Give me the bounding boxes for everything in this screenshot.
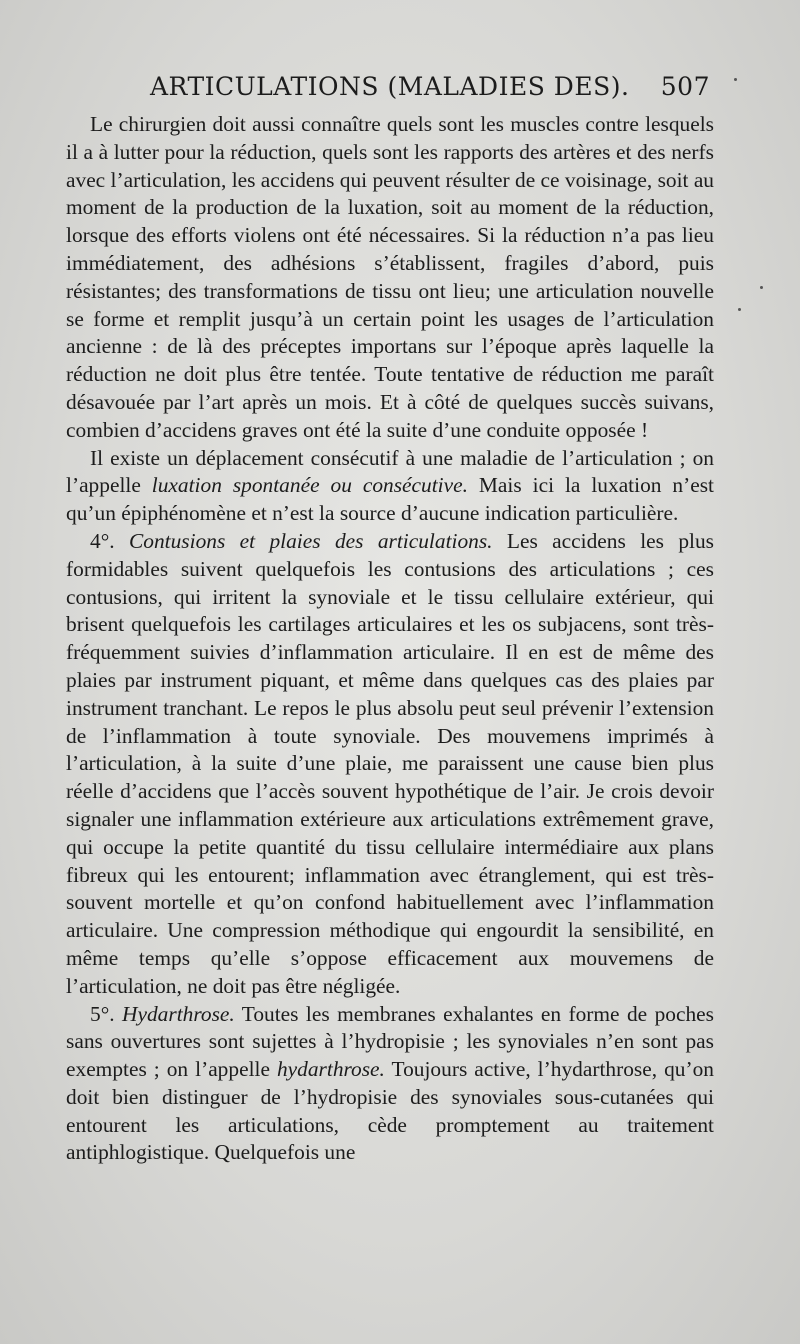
section-number: 4°. bbox=[90, 528, 115, 553]
page-body bbox=[66, 111, 714, 1167]
section-number: 5°. bbox=[90, 1001, 115, 1026]
paragraph-text: Il existe un déplacement consécutif à une maladie de l’articulation ; on l’appelle bbox=[66, 445, 714, 498]
paragraph-contusions bbox=[66, 528, 714, 1001]
paragraph-text: Le chirurgien doit aussi connaître quels sont les muscles contre lesquels il a à lutter pour la réduction, quels sont les rapports des artères et des nerfs avec l’articulation, les accidens qui peuvent résulter de ce voisinage, soit au moment de la production de la luxation, soit au moment de la réduction, lorsque des efforts violens ont été nécessaires. Si la réduction n’a pas lieu immédiatement, des adhésions s’établissent, fragiles d’abord, puis résistantes; des transformations de tissu ont lieu; une articulation nouvelle se forme et remplit jusqu’à un certain point les usages de l’articulation ancienne : de là des préceptes importans sur l’époque après laquelle la réduction ne doit plus être tentée. Toute tentative de réduction me paraît désavouée par l’art après un mois. Et à côté de quelques succès suivans, combien d’accidens graves ont été la suite d’une conduite opposée ! bbox=[66, 112, 715, 442]
paragraph-text: Toutes les membranes exhalantes en forme de poches sans ouvertures sont sujettes à l’hydropisie ; les synoviales n’en sont pas exemptes ; on l’appelle bbox=[66, 1001, 714, 1082]
page-number: 507 bbox=[660, 72, 710, 101]
ink-speck bbox=[760, 286, 763, 289]
section-heading: Contusions et plaies des articulations. bbox=[129, 528, 493, 553]
ink-speck bbox=[738, 308, 741, 311]
ink-speck bbox=[734, 78, 737, 81]
italic-term: luxation spontanée ou consécutive. bbox=[151, 473, 468, 498]
paragraph-text: Les accidens les plus formidables suivent quelquefois les contusions des articulations ; ces contusions, qui irritent la synoviale et le tissu cellulaire extérieur, qui brisent quelquefois les cartilages articulaires et les os subjacens, sont très-fréquemment suivies d’inflammation articulaire. Il en est de même des plaies par instrument piquant, et même dans quelques cas des plaies par instrument tranchant. Le repos le plus absolu peut seul prévenir l’extension de l’inflammation à toute synoviale. Des mouvemens imprimés à l’articulation, à la suite d’une plaie, me paraissent une cause bien plus réelle d’accidens que l’accès souvent hypothétique de l’air. Je crois devoir signaler une inflammation extérieure aux articulations extrêmement grave, qui occupe la petite quantité du tissu cellulaire intermédiaire aux plans fibreux qui les entourent; inflammation avec étranglement, qui est très-souvent mortelle et qu’on confond habituellement avec l’inflammation articulaire. Une compression méthodique qui engourdit la sensibilité, en même temps qu’elle s’oppose efficacement aux mouvemens de l’articulation, ne doit pas être négligée. bbox=[66, 528, 714, 998]
italic-term: hydarthrose. bbox=[276, 1057, 385, 1082]
paragraph-reduction bbox=[66, 111, 714, 445]
paragraph-text: Mais ici la luxation n’est qu’un épiphénomène et n’est la source d’aucune indication particulière. bbox=[66, 473, 714, 526]
paragraph-text: Toujours active, l’hydarthrose, qu’on doit bien distinguer de l’hydropisie des synoviales sous-cutanées qui entourent les articulations, cède promptement au traitement antiphlogistique. Quelquefois une bbox=[66, 1057, 714, 1165]
paragraph-hydarthrose bbox=[66, 1001, 714, 1168]
section-heading: Hydarthrose. bbox=[122, 1001, 235, 1026]
paragraph-luxation-spontanee bbox=[66, 445, 714, 528]
running-title: ARTICULATIONS (MALADIES DES). bbox=[150, 72, 630, 101]
